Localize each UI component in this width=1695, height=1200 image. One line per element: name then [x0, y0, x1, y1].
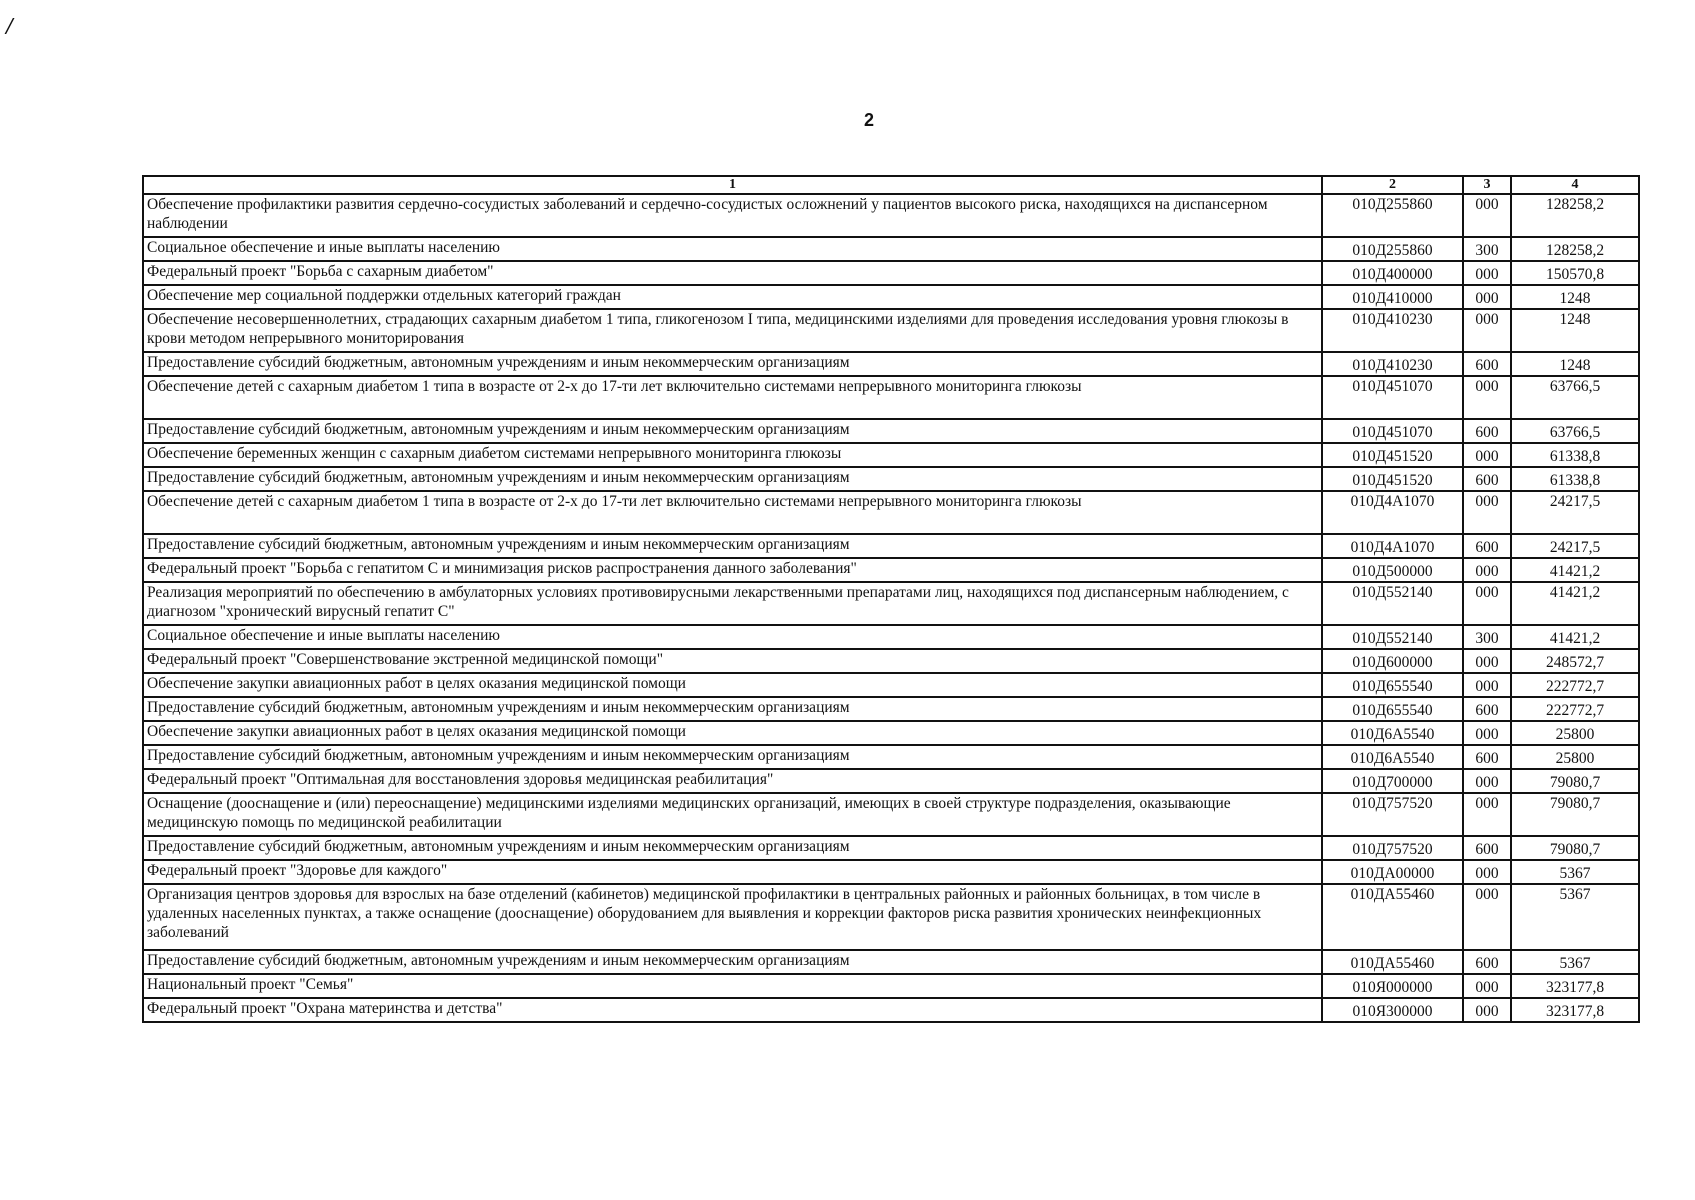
cell-type: 600 — [1463, 950, 1511, 974]
cell-type: 000 — [1463, 261, 1511, 285]
cell-type: 000 — [1463, 974, 1511, 998]
cell-code: 010Д4А1070 — [1322, 491, 1463, 534]
cell-amount: 25800 — [1511, 721, 1639, 745]
table-row — [143, 352, 1639, 376]
column-header-code: 2 — [1322, 176, 1463, 194]
cell-type: 300 — [1463, 625, 1511, 649]
cell-amount: 1248 — [1511, 309, 1639, 352]
cell-code: 010Д6А5540 — [1322, 745, 1463, 769]
cell-amount: 5367 — [1511, 950, 1639, 974]
cell-amount: 222772,7 — [1511, 697, 1639, 721]
cell-amount: 61338,8 — [1511, 443, 1639, 467]
cell-type: 300 — [1463, 237, 1511, 261]
table-row — [143, 884, 1639, 950]
table-row — [143, 467, 1639, 491]
cell-type: 000 — [1463, 194, 1511, 237]
table-row — [143, 950, 1639, 974]
cell-amount: 5367 — [1511, 884, 1639, 950]
table-row — [143, 582, 1639, 625]
cell-code: 010Д451520 — [1322, 443, 1463, 467]
cell-type: 000 — [1463, 860, 1511, 884]
cell-code: 010Д757520 — [1322, 793, 1463, 836]
budget-table — [142, 175, 1640, 1023]
cell-code: 010ДА00000 — [1322, 860, 1463, 884]
cell-type: 000 — [1463, 443, 1511, 467]
cell-amount: 79080,7 — [1511, 793, 1639, 836]
cell-amount: 63766,5 — [1511, 419, 1639, 443]
cell-code: 010Д655540 — [1322, 697, 1463, 721]
cell-code: 010Д600000 — [1322, 649, 1463, 673]
cell-name: Социальное обеспечение и иные выплаты населению — [143, 625, 1322, 649]
table-row — [143, 860, 1639, 884]
cell-name: Оснащение (дооснащение и (или) переоснащение) медицинскими изделиями медицинских организаций, имеющих в своей структуре подразделения, оказывающие медицинскую помощь по медицинской реабилитации — [143, 793, 1322, 836]
cell-amount: 24217,5 — [1511, 534, 1639, 558]
table-row — [143, 491, 1639, 534]
cell-name: Предоставление субсидий бюджетным, автономным учреждениям и иным некоммерческим организациям — [143, 467, 1322, 491]
cell-code: 010Д700000 — [1322, 769, 1463, 793]
cell-name: Предоставление субсидий бюджетным, автономным учреждениям и иным некоммерческим организациям — [143, 419, 1322, 443]
table-row — [143, 443, 1639, 467]
cell-type: 000 — [1463, 673, 1511, 697]
cell-name: Федеральный проект "Борьба с гепатитом С и минимизация рисков распространения данного заболевания" — [143, 558, 1322, 582]
cell-amount: 25800 — [1511, 745, 1639, 769]
table-row — [143, 309, 1639, 352]
table-row — [143, 673, 1639, 697]
table-row — [143, 237, 1639, 261]
cell-code: 010Д6А5540 — [1322, 721, 1463, 745]
cell-code: 010Д757520 — [1322, 836, 1463, 860]
cell-name: Обеспечение закупки авиационных работ в целях оказания медицинской помощи — [143, 673, 1322, 697]
cell-amount: 63766,5 — [1511, 376, 1639, 419]
cell-type: 600 — [1463, 745, 1511, 769]
table-row — [143, 534, 1639, 558]
table-row — [143, 261, 1639, 285]
cell-code: 010Д552140 — [1322, 625, 1463, 649]
cell-amount: 150570,8 — [1511, 261, 1639, 285]
cell-amount: 5367 — [1511, 860, 1639, 884]
cell-type: 000 — [1463, 309, 1511, 352]
cell-name: Федеральный проект "Борьба с сахарным диабетом" — [143, 261, 1322, 285]
cell-name: Предоставление субсидий бюджетным, автономным учреждениям и иным некоммерческим организациям — [143, 745, 1322, 769]
cell-amount: 222772,7 — [1511, 673, 1639, 697]
cell-name: Предоставление субсидий бюджетным, автономным учреждениям и иным некоммерческим организациям — [143, 697, 1322, 721]
cell-amount: 323177,8 — [1511, 974, 1639, 998]
cell-type: 600 — [1463, 419, 1511, 443]
cell-type: 000 — [1463, 998, 1511, 1022]
cell-amount: 24217,5 — [1511, 491, 1639, 534]
table-row — [143, 721, 1639, 745]
cell-amount: 41421,2 — [1511, 625, 1639, 649]
cell-type: 600 — [1463, 467, 1511, 491]
table-row — [143, 745, 1639, 769]
cell-type: 000 — [1463, 558, 1511, 582]
table-row — [143, 194, 1639, 237]
cell-name: Обеспечение закупки авиационных работ в целях оказания медицинской помощи — [143, 721, 1322, 745]
cell-amount: 128258,2 — [1511, 194, 1639, 237]
table-row — [143, 649, 1639, 673]
table-row — [143, 419, 1639, 443]
cell-amount: 79080,7 — [1511, 836, 1639, 860]
cell-type: 000 — [1463, 649, 1511, 673]
cell-type: 600 — [1463, 534, 1511, 558]
cell-type: 000 — [1463, 582, 1511, 625]
cell-name: Федеральный проект "Здоровье для каждого" — [143, 860, 1322, 884]
cell-type: 600 — [1463, 836, 1511, 860]
cell-amount: 1248 — [1511, 352, 1639, 376]
cell-code: 010Д451070 — [1322, 419, 1463, 443]
cell-type: 600 — [1463, 697, 1511, 721]
column-header-name: 1 — [143, 176, 1322, 194]
cell-amount: 128258,2 — [1511, 237, 1639, 261]
cell-type: 600 — [1463, 352, 1511, 376]
table-row — [143, 625, 1639, 649]
cell-code: 010Д451070 — [1322, 376, 1463, 419]
page-number: 2 — [864, 110, 875, 130]
column-header-type: 3 — [1463, 176, 1511, 194]
table-header-row — [143, 176, 1639, 194]
table-row — [143, 974, 1639, 998]
cell-name: Обеспечение несовершеннолетних, страдающих сахарным диабетом 1 типа, гликогенозом I типа, медицинскими изделиями для проведения исследования уровня глюкозы в крови методом непрерывного мониторирования — [143, 309, 1322, 352]
cell-name: Предоставление субсидий бюджетным, автономным учреждениям и иным некоммерческим организациям — [143, 534, 1322, 558]
cell-name: Реализация мероприятий по обеспечению в амбулаторных условиях противовирусными лекарственными препаратами лиц, находящихся под диспансерным наблюдением, с диагнозом "хронический вирусный гепатит С" — [143, 582, 1322, 625]
cell-amount: 1248 — [1511, 285, 1639, 309]
table-row — [143, 285, 1639, 309]
cell-code: 010Д4А1070 — [1322, 534, 1463, 558]
cell-name: Федеральный проект "Совершенствование экстренной медицинской помощи" — [143, 649, 1322, 673]
table-row — [143, 836, 1639, 860]
table-row — [143, 376, 1639, 419]
table-row — [143, 769, 1639, 793]
cell-type: 000 — [1463, 285, 1511, 309]
table-row — [143, 558, 1639, 582]
cell-name: Обеспечение мер социальной поддержки отдельных категорий граждан — [143, 285, 1322, 309]
cell-amount: 61338,8 — [1511, 467, 1639, 491]
cell-name: Обеспечение профилактики развития сердечно-сосудистых заболеваний и сердечно-сосудистых осложнений у пациентов высокого риска, находящихся на диспансерном наблюдении — [143, 194, 1322, 237]
cell-code: 010Д410000 — [1322, 285, 1463, 309]
cell-code: 010Д255860 — [1322, 194, 1463, 237]
cell-amount: 248572,7 — [1511, 649, 1639, 673]
cell-type: 000 — [1463, 884, 1511, 950]
cell-code: 010Я300000 — [1322, 998, 1463, 1022]
cell-name: Национальный проект "Семья" — [143, 974, 1322, 998]
cell-code: 010Д400000 — [1322, 261, 1463, 285]
table-row — [143, 998, 1639, 1022]
cell-amount: 41421,2 — [1511, 558, 1639, 582]
cell-code: 010ДА55460 — [1322, 884, 1463, 950]
cell-code: 010ДА55460 — [1322, 950, 1463, 974]
table-row — [143, 697, 1639, 721]
cell-code: 010Д500000 — [1322, 558, 1463, 582]
cell-type: 000 — [1463, 793, 1511, 836]
cell-code: 010Д410230 — [1322, 309, 1463, 352]
margin-mark: / — [6, 14, 13, 40]
cell-code: 010Я000000 — [1322, 974, 1463, 998]
cell-name: Предоставление субсидий бюджетным, автономным учреждениям и иным некоммерческим организациям — [143, 950, 1322, 974]
cell-code: 010Д552140 — [1322, 582, 1463, 625]
cell-code: 010Д451520 — [1322, 467, 1463, 491]
table-body — [143, 194, 1639, 1022]
cell-amount: 41421,2 — [1511, 582, 1639, 625]
cell-name: Предоставление субсидий бюджетным, автономным учреждениям и иным некоммерческим организациям — [143, 352, 1322, 376]
cell-name: Обеспечение детей с сахарным диабетом 1 типа в возрасте от 2-х до 17-ти лет включительно системами непрерывного мониторинга глюкозы — [143, 376, 1322, 419]
cell-code: 010Д255860 — [1322, 237, 1463, 261]
cell-amount: 323177,8 — [1511, 998, 1639, 1022]
cell-name: Организация центров здоровья для взрослых на базе отделений (кабинетов) медицинской профилактики в центральных районных и районных больницах, в том числе в удаленных населенных пунктах, а также оснащение (дооснащение) оборудованием для выявления и коррекции факторов риска развития хронических неинфекционных заболеваний — [143, 884, 1322, 950]
cell-type: 000 — [1463, 491, 1511, 534]
cell-name: Федеральный проект "Охрана материнства и детства" — [143, 998, 1322, 1022]
cell-code: 010Д410230 — [1322, 352, 1463, 376]
cell-name: Обеспечение детей с сахарным диабетом 1 типа в возрасте от 2-х до 17-ти лет включительно системами непрерывного мониторинга глюкозы — [143, 491, 1322, 534]
cell-name: Обеспечение беременных женщин с сахарным диабетом системами непрерывного мониторинга глюкозы — [143, 443, 1322, 467]
cell-name: Социальное обеспечение и иные выплаты населению — [143, 237, 1322, 261]
cell-amount: 79080,7 — [1511, 769, 1639, 793]
cell-name: Предоставление субсидий бюджетным, автономным учреждениям и иным некоммерческим организациям — [143, 836, 1322, 860]
cell-type: 000 — [1463, 721, 1511, 745]
cell-name: Федеральный проект "Оптимальная для восстановления здоровья медицинская реабилитация" — [143, 769, 1322, 793]
column-header-amount: 4 — [1511, 176, 1639, 194]
cell-type: 000 — [1463, 769, 1511, 793]
table-row — [143, 793, 1639, 836]
cell-code: 010Д655540 — [1322, 673, 1463, 697]
cell-type: 000 — [1463, 376, 1511, 419]
